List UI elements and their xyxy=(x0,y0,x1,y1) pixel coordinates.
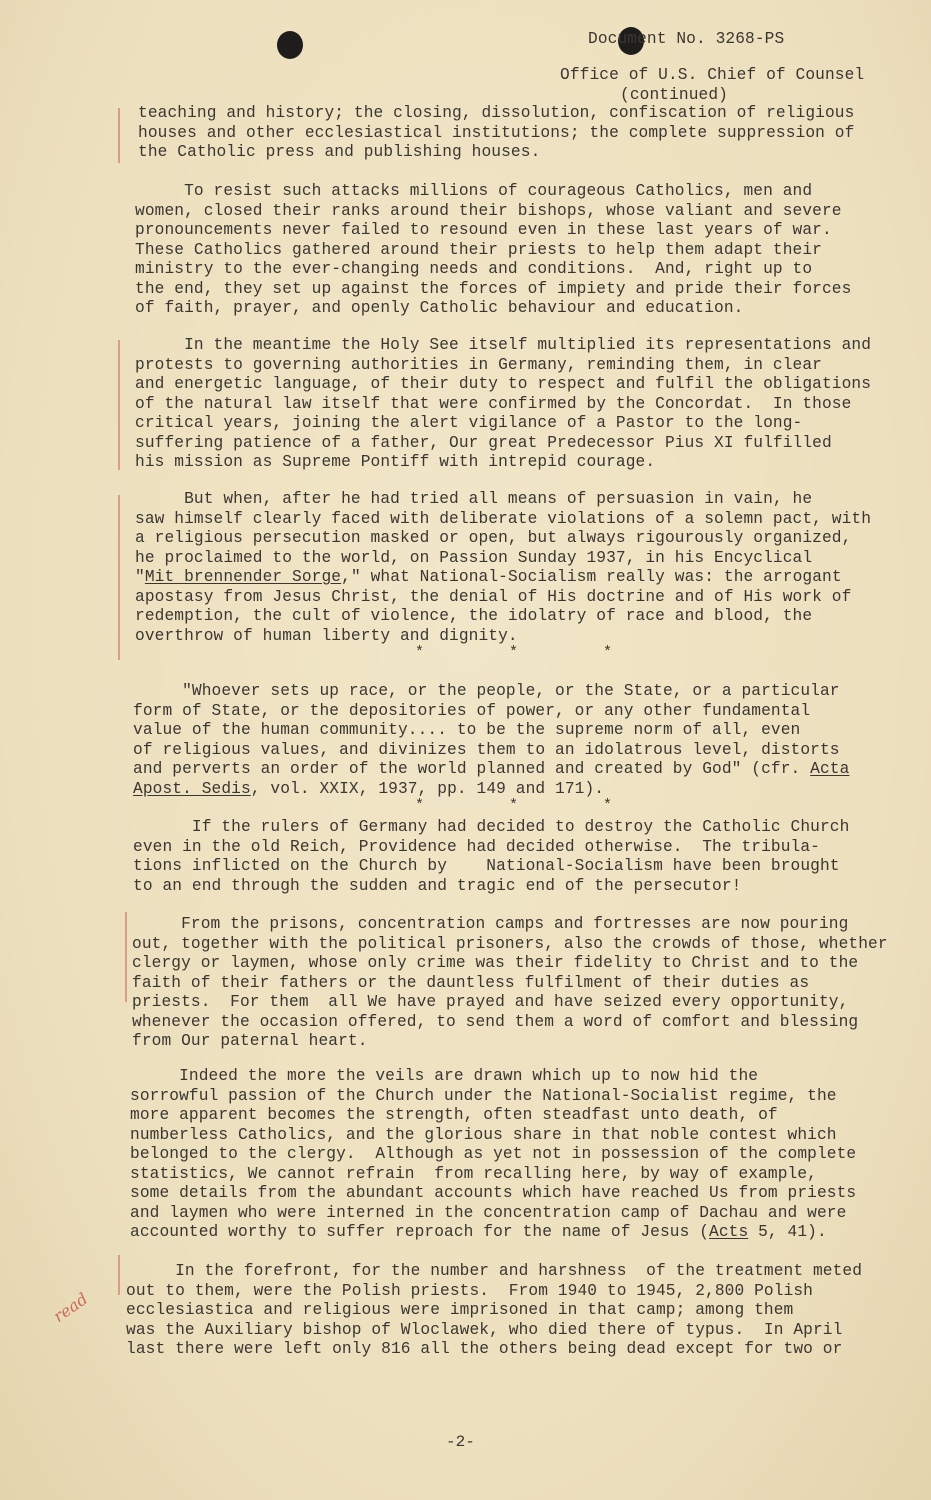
text-line: ecclesiastica and religious were imprisoned in that camp; among them xyxy=(126,1301,794,1319)
paragraph xyxy=(135,336,871,473)
text-line: whenever the occasion offered, to send them a word of comfort and blessing xyxy=(132,1012,859,1031)
text-segment: and perverts an order of the world planned and created by God" (cfr. xyxy=(133,760,811,778)
paragraph xyxy=(130,1067,856,1243)
margin-mark xyxy=(118,108,120,163)
paragraph xyxy=(133,682,849,799)
text-line: In the meantime the Holy See itself multiplied its representations and xyxy=(135,336,872,354)
text-line: his mission as Supreme Pontiff with intrepid courage. xyxy=(135,453,656,471)
page-number: -2- xyxy=(446,1433,475,1451)
margin-mark xyxy=(118,340,120,470)
text-line: and laymen who were interned in the concentration camp of Dachau and were xyxy=(130,1203,847,1222)
text-segment: , vol. XXIX, 1937, pp. 149 and 171). xyxy=(250,779,605,798)
text-line: from Our paternal heart. xyxy=(132,1032,368,1050)
text-line: priests. For them all We have prayed and have seized every opportunity, xyxy=(132,993,849,1011)
text-line: houses and other ecclesiastical institutions; the complete suppression of xyxy=(138,123,855,142)
text-line: of the natural law itself that were confirmed by the Concordat. In those xyxy=(135,394,852,413)
text-segment: accounted worthy to suffer reproach for the name of Jesus ( xyxy=(130,1223,710,1241)
text-line: apostasy from Jesus Christ, the denial of His doctrine and of His work of xyxy=(135,587,852,606)
text-line: faith of their fathers or the dauntless fulfilment of their duties as xyxy=(132,973,810,992)
text-line: In the forefront, for the number and harshness of the treatment meted xyxy=(126,1262,863,1280)
text-line: was the Auxiliary bishop of Wloclawek, who died there of typus. In April xyxy=(126,1320,843,1339)
paragraph xyxy=(135,490,871,646)
underlined-title: Mit brennender Sorge xyxy=(144,568,342,586)
margin-mark xyxy=(118,495,120,660)
paragraph xyxy=(135,182,851,319)
text-segment: " xyxy=(135,568,145,586)
separator: * * * xyxy=(415,644,651,661)
text-line xyxy=(130,1223,856,1243)
text-line xyxy=(135,568,871,588)
text-line: From the prisons, concentration camps and fortresses are now pouring xyxy=(132,915,849,933)
text-line: redemption, the cult of violence, the idolatry of race and blood, the xyxy=(135,607,813,625)
paragraph xyxy=(132,915,888,1052)
separator: * * * xyxy=(415,797,651,814)
paragraph xyxy=(133,818,849,896)
text-line: out, together with the political prisoners, also the crowds of those, whether xyxy=(132,934,888,953)
text-line: tions inflicted on the Church by National-Socialism have been brought xyxy=(133,857,840,875)
underlined-title: Apost. Sedis xyxy=(133,779,251,798)
text-line xyxy=(133,760,849,780)
margin-note: read xyxy=(49,1289,92,1327)
margin-mark xyxy=(125,912,127,1002)
continued-label: (continued) xyxy=(620,86,728,104)
text-line: he proclaimed to the world, on Passion Sunday 1937, in his Encyclical xyxy=(135,548,813,567)
text-line: suffering patience of a father, Our great Predecessor Pius XI fulfilled xyxy=(135,433,832,452)
text-line: last there were left only 816 all the others being dead except for two or xyxy=(126,1340,843,1358)
text-line: and energetic language, of their duty to respect and fulfil the obligations xyxy=(135,375,872,393)
text-line: If the rulers of Germany had decided to destroy the Catholic Church xyxy=(133,818,850,836)
text-line: clergy or laymen, whose only crime was their fidelity to Christ and to the xyxy=(132,954,859,972)
text-line: some details from the abundant accounts which have reached Us from priests xyxy=(130,1184,857,1202)
text-line: a religious persecution masked or open, but always rigourously organized, xyxy=(135,529,852,547)
text-line: the end, they set up against the forces of impiety and pride their forces xyxy=(135,279,852,298)
text-line: sorrowful passion of the Church under the National-Socialist regime, the xyxy=(130,1086,837,1105)
text-line: protests to governing authorities in Germany, reminding them, in clear xyxy=(135,355,822,374)
text-line: to an end through the sudden and tragic end of the persecutor! xyxy=(133,876,742,895)
punch-hole-left xyxy=(277,31,303,59)
text-line: belonged to the clergy. Although as yet not in possession of the complete xyxy=(130,1145,857,1163)
text-line: of religious values, and divinizes them to an idolatrous level, distorts xyxy=(133,740,840,759)
text-line: numberless Catholics, and the glorious share in that noble contest which xyxy=(130,1125,837,1144)
text-line: These Catholics gathered around their priests to help them adapt their xyxy=(135,240,822,259)
text-line: women, closed their ranks around their bishops, whose valiant and severe xyxy=(135,201,842,220)
underlined-title: Acta xyxy=(810,760,850,778)
text-line: out to them, were the Polish priests. From 1940 to 1945, 2,800 Polish xyxy=(126,1281,813,1300)
text-line: pronouncements never failed to resound even in these last years of war. xyxy=(135,221,832,239)
text-segment: 5, 41). xyxy=(748,1223,827,1241)
text-line: of faith, prayer, and openly Catholic behaviour and education. xyxy=(135,299,744,317)
text-line: form of State, or the depositories of power, or any other fundamental xyxy=(133,701,811,720)
text-line: the Catholic press and publishing houses. xyxy=(138,143,541,161)
paragraph xyxy=(138,104,854,163)
document-number: Document No. 3268-PS xyxy=(588,30,785,48)
text-line: critical years, joining the alert vigilance of a Pastor to the long- xyxy=(135,414,803,432)
margin-mark xyxy=(118,1255,120,1295)
text-line: even in the old Reich, Providence had decided otherwise. The tribula- xyxy=(133,837,820,856)
text-line: overthrow of human liberty and dignity. xyxy=(135,626,518,645)
text-line: ministry to the ever-changing needs and conditions. And, right up to xyxy=(135,260,813,278)
text-line: more apparent becomes the strength, often steadfast unto death, of xyxy=(130,1106,778,1124)
text-segment: ," what National-Socialism really was: the arrogant xyxy=(341,568,842,586)
text-line: statistics, We cannot refrain from recalling here, by way of example, xyxy=(130,1164,817,1183)
office-heading: Office of U.S. Chief of Counsel xyxy=(560,66,865,84)
text-line: But when, after he had tried all means of persuasion in vain, he xyxy=(135,490,813,508)
text-line: To resist such attacks millions of courageous Catholics, men and xyxy=(135,182,813,200)
text-line: saw himself clearly faced with deliberate violations of a solemn pact, with xyxy=(135,509,872,528)
text-line: Indeed the more the veils are drawn which up to now hid the xyxy=(130,1067,759,1085)
text-line: teaching and history; the closing, dissolution, confiscation of religious xyxy=(138,104,855,122)
text-line: "Whoever sets up race, or the people, or the State, or a particular xyxy=(133,682,840,700)
text-line: value of the human community.... to be the supreme norm of all, even xyxy=(133,721,801,739)
paragraph xyxy=(126,1262,862,1360)
underlined-title: Acts xyxy=(709,1223,749,1241)
